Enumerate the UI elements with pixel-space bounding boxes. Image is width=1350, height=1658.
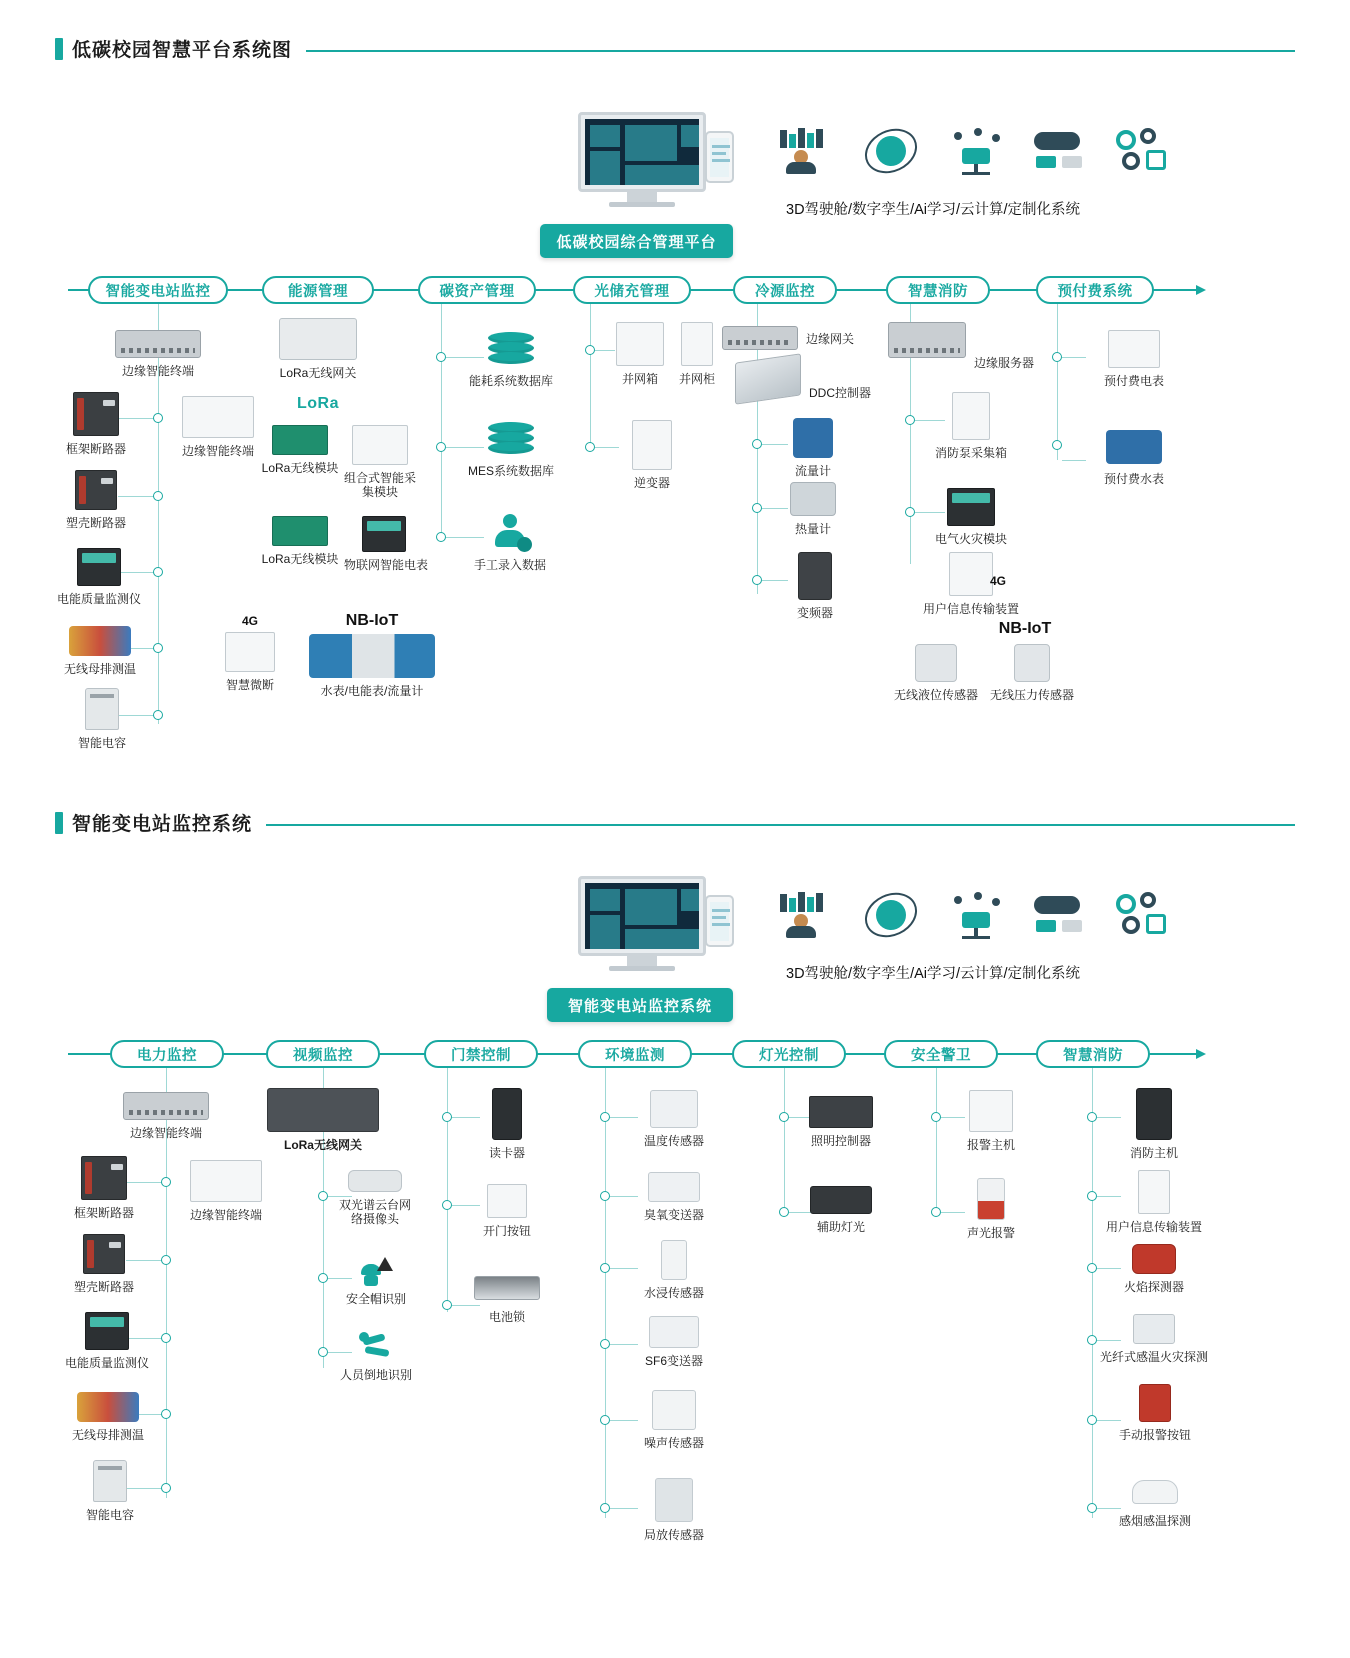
tree-line (1092, 1068, 1093, 1518)
node-molded-case-breaker: 塑壳断路器 (60, 470, 132, 530)
tree-dot (1087, 1263, 1097, 1273)
node-edge-gateway-2: 边缘智能终端 (96, 1092, 236, 1140)
axis-arrow-2 (1196, 1049, 1206, 1059)
tree-dot (585, 442, 595, 452)
tree-dot (600, 1339, 610, 1349)
node-lora-module-1: LoRa无线模块 (258, 425, 342, 475)
section-header-1 (55, 34, 1295, 68)
node-alarm-host: 报警主机 (946, 1090, 1036, 1152)
node-inverter: 逆变器 (612, 420, 692, 490)
node-ddc-controller: DDC控制器 (735, 358, 875, 400)
tree-dot (1052, 440, 1062, 450)
node-ozone-transmitter: 臭氧变送器 (630, 1172, 718, 1222)
node-edge-gateway-cooling: 边缘网关 (722, 326, 852, 350)
node-nvr: LoRa无线网关 (258, 1088, 388, 1152)
node-auxiliary-light: 辅助灯光 (796, 1186, 886, 1234)
dashboard-3d-icon (778, 892, 840, 938)
tree-dot (436, 442, 446, 452)
col-head-security[interactable]: 安全警卫 (884, 1040, 998, 1068)
node-door-open-button: 开门按钮 (470, 1184, 544, 1238)
tree-dot (318, 1347, 328, 1357)
tree-line (936, 1068, 937, 1216)
node-prepaid-water-meter: 预付费水表 (1078, 430, 1190, 486)
monitor-base (609, 202, 675, 207)
col-head-carbon[interactable]: 碳资产管理 (418, 276, 536, 304)
dashboard-monitor (578, 112, 706, 192)
tree-line (447, 1068, 448, 1312)
tree-dot (600, 1191, 610, 1201)
node-prepaid-power-meter: 预付费电表 (1078, 330, 1190, 388)
node-water-leak-sensor: 水浸传感器 (630, 1240, 718, 1300)
node-fire-pump-box: 消防泵采集箱 (916, 392, 1026, 460)
tree-line (441, 304, 442, 536)
node-smart-capacitor: 智能电容 (62, 688, 142, 750)
ai-learning-icon (946, 128, 1008, 174)
monitor-screen (585, 119, 699, 185)
tree-dot (161, 1409, 171, 1419)
col-head-cooling[interactable]: 冷源监控 (733, 276, 837, 304)
node-water-power-flow-meter: NB-IoT 水表/电能表/流量计 (300, 612, 444, 698)
platform-pill-1: 低碳校园综合管理平台 (540, 224, 733, 258)
node-wireless-temp: 无线母排测温 (56, 626, 144, 676)
col-head-power-monitor[interactable]: 电力监控 (110, 1040, 224, 1068)
digital-twin-icon (862, 128, 924, 174)
node-wireless-pressure-sensor: 无线压力传感器 (982, 644, 1082, 702)
tree-line (1057, 304, 1058, 460)
node-lora-module-2: LoRa无线模块 (258, 516, 342, 566)
monitor-stand (627, 956, 657, 966)
node-helmet-detection: 安全帽识别 (336, 1254, 416, 1306)
node-temperature-sensor: 温度传感器 (630, 1090, 718, 1148)
tech-caption-1: 3D驾驶舱/数字孪生/Ai学习/云计算/定制化系统 (786, 202, 1081, 218)
tech-icon-row-1 (778, 128, 1176, 174)
node-flow-meter: 流量计 (780, 418, 846, 478)
monitor-stand (627, 192, 657, 202)
node-iot-smart-meter: 物联网智能电表 (344, 516, 424, 572)
badge-4g: 4G (990, 574, 1007, 588)
node-ptz-camera: 双光谱云台网络摄像头 (334, 1170, 416, 1226)
tree-dot (1087, 1503, 1097, 1513)
col-head-fire-2[interactable]: 智慧消防 (1036, 1040, 1150, 1068)
tree-dot (905, 415, 915, 425)
tree-dot (442, 1200, 452, 1210)
tree-dot (442, 1112, 452, 1122)
tech-caption-2: 3D驾驶舱/数字孪生/Ai学习/云计算/定制化系统 (786, 966, 1081, 982)
node-smart-capacitor-2: 智能电容 (70, 1460, 150, 1522)
tree-dot (153, 413, 163, 423)
fall-detection-icon (359, 1330, 393, 1364)
monitor-base (609, 966, 675, 971)
axis-arrow-1 (1196, 285, 1206, 295)
monitor-screen (585, 883, 699, 949)
node-wireless-level-sensor: 无线液位传感器 (886, 644, 986, 702)
tree-dot (153, 710, 163, 720)
tree-dot (318, 1273, 328, 1283)
node-heat-meter: 热量计 (780, 482, 846, 536)
tree-dot (1087, 1112, 1097, 1122)
helmet-detection-icon (359, 1254, 393, 1288)
tree-dot (153, 491, 163, 501)
tree-dot (442, 1300, 452, 1310)
tree-dot (153, 567, 163, 577)
node-lora-gateway: LoRa无线网关 (262, 318, 374, 380)
node-lighting-controller: 照明控制器 (796, 1096, 886, 1148)
node-fiber-temp-detector: 光纤式感温火灾探测 (1092, 1314, 1216, 1364)
tree-dot (779, 1112, 789, 1122)
cloud-computing-icon (1030, 892, 1092, 938)
badge-nbiot: NB-IoT (345, 612, 399, 629)
tree-dot (752, 503, 762, 513)
tree-dot (161, 1255, 171, 1265)
col-head-pv[interactable]: 光储充管理 (573, 276, 691, 304)
col-head-lighting[interactable]: 灯光控制 (732, 1040, 846, 1068)
node-card-reader: 读卡器 (470, 1088, 544, 1160)
tree-dot (931, 1207, 941, 1217)
node-frame-breaker-2: 框架断路器 (68, 1156, 140, 1220)
tree-dot (600, 1503, 610, 1513)
col-head-video[interactable]: 视频监控 (266, 1040, 380, 1068)
node-inverter-drive: 变频器 (782, 552, 848, 620)
node-sf6-transmitter: SF6变送器 (630, 1316, 718, 1368)
platform-pill-2: 智能变电站监控系统 (547, 988, 733, 1022)
cloud-computing-icon (1030, 128, 1092, 174)
col-head-energy[interactable]: 能源管理 (262, 276, 374, 304)
dashboard-3d-icon (778, 128, 840, 174)
tree-dot (585, 345, 595, 355)
node-grid-connection-cabinet: 并网柜 (664, 322, 730, 386)
tree-dot (779, 1207, 789, 1217)
node-power-quality-meter-2: 电能质量监测仪 (60, 1312, 154, 1370)
custom-system-icon (1114, 128, 1176, 174)
node-edge-server: 边缘服务器 (888, 322, 1038, 358)
node-user-info-transmitter: 用户信息传输装置 4G (912, 552, 1030, 616)
col-head-substation[interactable]: 智能变电站监控 (88, 276, 228, 304)
tree-dot (318, 1191, 328, 1201)
node-smart-mcb: 4G 智慧微断 (212, 614, 288, 692)
tree-dot (161, 1177, 171, 1187)
tree-dot (436, 352, 446, 362)
ai-learning-icon (946, 892, 1008, 938)
node-fall-detection: 人员倒地识别 (336, 1330, 416, 1382)
node-sound-light-alarm: 声光报警 (946, 1178, 1036, 1240)
tree-line (605, 1068, 606, 1518)
node-molded-case-breaker-2: 塑壳断路器 (68, 1234, 140, 1294)
tree-dot (161, 1483, 171, 1493)
col-head-prepaid[interactable]: 预付费系统 (1036, 276, 1154, 304)
node-power-quality-meter: 电能质量监测仪 (52, 548, 146, 606)
custom-system-icon (1114, 892, 1176, 938)
node-combined-acquisition-module: 组合式智能采集模块 (342, 425, 418, 499)
tree-dot (600, 1112, 610, 1122)
section-title: 智能变电站监控系统 (55, 808, 266, 842)
node-grid-connection-box: 并网箱 (600, 322, 680, 386)
mobile-app-phone (705, 895, 734, 947)
tree-dot (161, 1333, 171, 1343)
node-edge-tablet: 边缘智能终端 (168, 396, 268, 458)
mobile-app-phone (705, 131, 734, 183)
tree-line (784, 1068, 785, 1216)
node-partial-discharge-sensor: 局放传感器 (630, 1478, 718, 1542)
tree-dot (153, 643, 163, 653)
tree-dot (752, 575, 762, 585)
dashboard-monitor-2 (578, 876, 706, 956)
tree-dot (600, 1263, 610, 1273)
col-head-environment[interactable]: 环境监测 (578, 1040, 692, 1068)
node-electrical-fire-module: 电气火灾模块 (916, 488, 1026, 546)
col-head-access[interactable]: 门禁控制 (424, 1040, 538, 1068)
node-edge-gateway: 边缘智能终端 (88, 330, 228, 378)
node-lora-logo: LoRa (297, 395, 339, 412)
tech-icon-row-2 (778, 892, 1176, 938)
section-header-2 (55, 808, 1295, 842)
tree-dot (600, 1415, 610, 1425)
node-noise-sensor: 噪声传感器 (630, 1390, 718, 1450)
digital-twin-icon (862, 892, 924, 938)
tree-dot (1087, 1191, 1097, 1201)
tree-dot (752, 439, 762, 449)
node-magnetic-lock: 电池锁 (464, 1276, 550, 1324)
node-user-info-transmitter-2: 用户信息传输装置 (1098, 1170, 1210, 1234)
node-fire-host: 消防主机 (1104, 1088, 1204, 1160)
tree-dot (436, 532, 446, 542)
tree-dot (1052, 352, 1062, 362)
section-title: 低碳校园智慧平台系统图 (55, 34, 306, 68)
database-icon (488, 332, 534, 366)
node-manual-entry: 手工录入数据 (450, 512, 570, 572)
manual-entry-icon (490, 512, 530, 552)
node-edge-tablet-2: 边缘智能终端 (176, 1160, 276, 1222)
node-manual-alarm-button: 手动报警按钮 (1100, 1384, 1210, 1442)
node-flame-detector: 火焰探测器 (1104, 1244, 1204, 1294)
badge-4g: 4G (241, 614, 258, 628)
node-frame-breaker: 框架断路器 (60, 392, 132, 456)
database-icon (488, 422, 534, 456)
tree-dot (905, 507, 915, 517)
tree-dot (1087, 1415, 1097, 1425)
node-energy-database: 能耗系统数据库 (446, 332, 576, 388)
node-wireless-temp-2: 无线母排测温 (64, 1392, 152, 1442)
node-smoke-heat-detector: 感烟感温探测 (1100, 1480, 1210, 1528)
tree-line (590, 304, 591, 446)
col-head-fire[interactable]: 智慧消防 (886, 276, 990, 304)
badge-nbiot-fire: NB-IoT (998, 620, 1052, 637)
node-mes-database: MES系统数据库 (446, 422, 576, 478)
tree-dot (931, 1112, 941, 1122)
